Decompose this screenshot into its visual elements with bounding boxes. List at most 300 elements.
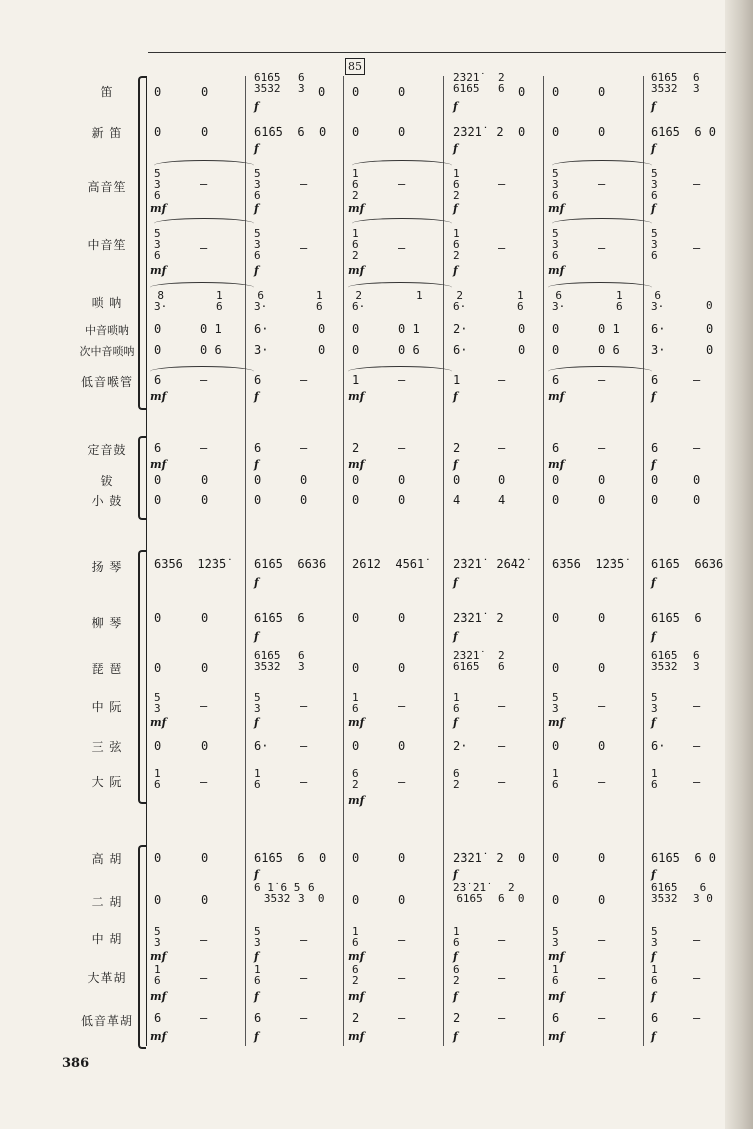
label-diyin-houguan: 低音喉管 <box>80 375 133 389</box>
dynamic: f <box>453 390 458 403</box>
label-gaoyin-sheng: 高音笙 <box>87 180 127 194</box>
note: – <box>498 177 506 191</box>
dynamic: mf <box>348 264 365 277</box>
note: 0 <box>318 322 326 336</box>
note: 6̇1̇6̇5 6 0 <box>254 851 327 865</box>
book-spine <box>725 0 753 1129</box>
dynamic: mf <box>150 716 167 729</box>
note: 5 3 <box>254 925 261 949</box>
note: 1 6 <box>651 767 658 791</box>
note: – <box>498 441 506 455</box>
note: – <box>200 177 208 191</box>
note: 0 <box>598 125 606 139</box>
dynamic: mf <box>150 1030 167 1043</box>
note: 0 1 <box>598 322 620 336</box>
note: – <box>598 373 606 387</box>
note: 0 1 <box>398 322 420 336</box>
note: 1 6 <box>352 691 359 715</box>
note: 1 6 <box>453 925 460 949</box>
note: 8 3· <box>154 289 168 313</box>
note: 0 <box>352 322 360 336</box>
note: 2· <box>453 322 468 336</box>
label-suona: 唢 呐 <box>91 296 123 310</box>
note: 6̇1̇6̇5 3532 <box>651 881 678 905</box>
note: – <box>300 775 308 789</box>
note: 5 3 <box>552 925 559 949</box>
note: – <box>398 177 406 191</box>
note: 2̇3̇2̇1̇ 2 0 <box>453 125 526 139</box>
note: – <box>498 971 506 985</box>
note: 0 <box>201 893 209 907</box>
note: 6· <box>254 739 269 753</box>
note: – <box>498 1011 506 1025</box>
dynamic: f <box>453 868 458 881</box>
note: 6 2 <box>352 963 359 987</box>
note: – <box>398 971 406 985</box>
note: – <box>398 241 406 255</box>
note: 6 <box>154 373 162 387</box>
dynamic: f <box>453 202 458 215</box>
note: 0 <box>598 493 606 507</box>
note: 0 <box>352 125 360 139</box>
note: 1 6 2 <box>453 167 460 202</box>
dynamic: f <box>254 390 259 403</box>
label-gaohu: 高 胡 <box>91 852 123 866</box>
dynamic: f <box>254 576 259 589</box>
note: 1 6 <box>316 289 323 313</box>
dynamic: f <box>453 716 458 729</box>
label-cizhong-suona: 次中音唢呐 <box>79 345 135 358</box>
dynamic: mf <box>150 390 167 403</box>
note: 6· <box>453 343 468 357</box>
note: 0 <box>651 493 659 507</box>
note: 6̇1̇6̇5 3532 <box>254 649 281 673</box>
note: 1 6 2 <box>352 227 359 262</box>
dynamic: f <box>453 264 458 277</box>
note: 0 <box>201 125 209 139</box>
note: 0 <box>552 893 560 907</box>
note: – <box>693 1011 701 1025</box>
note: 0 6 <box>598 343 620 357</box>
note: 6 3· <box>254 289 268 313</box>
note: 6 <box>254 373 262 387</box>
note: 2 6 <box>498 649 505 673</box>
note: 1 6 <box>651 963 658 987</box>
label-sanxian: 三 弦 <box>91 740 123 754</box>
note: 0 <box>706 299 713 312</box>
note: 0 <box>552 322 560 336</box>
note: 1 <box>352 373 360 387</box>
note: 1 6 <box>552 963 559 987</box>
note: 6· <box>254 322 269 336</box>
note: 6· <box>651 739 666 753</box>
note: – <box>693 441 701 455</box>
note: 5 3 <box>552 691 559 715</box>
note: – <box>598 177 606 191</box>
label-liuqin: 柳 琴 <box>91 616 123 630</box>
slur <box>352 160 452 171</box>
note: 5 3 6 <box>154 227 161 262</box>
note: 6̇1̇6̇5 3532 <box>254 71 281 95</box>
system-line <box>146 76 147 1046</box>
slur <box>352 218 452 229</box>
note: 0 <box>154 343 162 357</box>
note: 0 <box>598 473 606 487</box>
label-zhongyin-sheng: 中音笙 <box>87 238 127 252</box>
note: 6 <box>154 441 162 455</box>
note: – <box>598 971 606 985</box>
dynamic: f <box>254 264 259 277</box>
note: 0 <box>352 473 360 487</box>
note: 6̇1̇6̇5 6 0 <box>651 125 717 139</box>
note: 6̇1̇6̇5 6 <box>651 611 702 625</box>
note: 6 3 <box>693 649 700 673</box>
slur <box>154 218 254 229</box>
note: 0 <box>398 893 406 907</box>
note: 1 6 <box>254 963 261 987</box>
note: – <box>498 775 506 789</box>
note: 4 <box>453 493 461 507</box>
label-dagehu: 大革胡 <box>87 971 127 985</box>
dynamic: f <box>453 630 458 643</box>
note: 6 3 <box>693 71 700 95</box>
note: 6 3· <box>552 289 566 313</box>
dynamic: f <box>453 576 458 589</box>
note: – <box>693 373 701 387</box>
note: 0 <box>398 851 406 865</box>
note: 1 6 <box>352 925 359 949</box>
note: – <box>498 739 506 753</box>
note: 0 <box>154 493 162 507</box>
note: 0 <box>598 893 606 907</box>
dynamic: f <box>254 1030 259 1043</box>
note: – <box>598 241 606 255</box>
note: 1 6 <box>216 289 223 313</box>
note: 0 <box>552 85 560 99</box>
note: 1 6 <box>154 767 161 791</box>
note: 0 <box>706 343 714 357</box>
label-zhong-suona: 中音唢呐 <box>85 324 129 337</box>
note: 5 3 6 <box>254 167 261 202</box>
note: 6 <box>254 1011 262 1025</box>
note: 6̇1̇6̇5 6 0 <box>254 125 327 139</box>
note: 0 <box>706 322 714 336</box>
dynamic: f <box>254 100 259 113</box>
note: 0 <box>300 473 308 487</box>
note: – <box>693 177 701 191</box>
dynamic: f <box>453 950 458 963</box>
note: 0 <box>453 473 461 487</box>
note: 0 <box>552 851 560 865</box>
dynamic: mf <box>348 202 365 215</box>
dynamic: mf <box>348 990 365 1003</box>
note: 0 <box>352 493 360 507</box>
note: 0 <box>154 611 162 625</box>
note: 6 2 <box>352 767 359 791</box>
note: 4 <box>498 493 506 507</box>
note: – <box>200 775 208 789</box>
note: – <box>693 775 701 789</box>
note: – <box>598 775 606 789</box>
note: 1 <box>416 289 423 302</box>
note: – <box>598 933 606 947</box>
note: – <box>598 441 606 455</box>
dynamic: mf <box>150 202 167 215</box>
note: 0 <box>254 473 262 487</box>
note: 5 3 6 <box>254 227 261 262</box>
dynamic: mf <box>150 990 167 1003</box>
note: 0 <box>398 473 406 487</box>
rehearsal-mark: 85 <box>345 58 365 75</box>
barline-2 <box>343 76 344 1046</box>
dynamic: f <box>651 990 656 1003</box>
dynamic: mf <box>548 264 565 277</box>
note: – <box>300 177 308 191</box>
note: 0 <box>154 851 162 865</box>
dynamic: f <box>254 716 259 729</box>
note: 0 <box>518 322 526 336</box>
note: 6 <box>254 441 262 455</box>
note: 0 <box>352 739 360 753</box>
note: – <box>300 699 308 713</box>
note: 1 6 <box>453 691 460 715</box>
note: 2 <box>453 441 461 455</box>
note: – <box>693 241 701 255</box>
note: – <box>398 699 406 713</box>
note: 5 3 <box>254 691 261 715</box>
note: 1 6 <box>616 289 623 313</box>
dynamic: f <box>453 142 458 155</box>
note: 0 <box>201 851 209 865</box>
note: 6̇1̇6̇5 6 <box>254 611 305 625</box>
note: – <box>598 699 606 713</box>
note: 2̇3̇2̇1̇ 6165 <box>453 71 480 95</box>
label-bo: 钹 <box>100 474 114 488</box>
note: – <box>300 971 308 985</box>
note: – <box>200 1011 208 1025</box>
note: – <box>693 699 701 713</box>
note: 2 <box>352 1011 360 1025</box>
note: 5 3 <box>651 691 658 715</box>
label-zhongruan: 中 阮 <box>91 700 123 714</box>
dynamic: f <box>651 100 656 113</box>
note: 3· <box>254 343 269 357</box>
note: – <box>398 441 406 455</box>
note: 0 <box>552 473 560 487</box>
label-dingyin-gu: 定音鼓 <box>87 443 127 457</box>
note: 1 6 <box>552 767 559 791</box>
note: 2̇3̇2̇1̇ 2̇6̇4̇2̇ <box>453 557 526 571</box>
note: 6 <box>651 441 659 455</box>
dynamic: mf <box>548 390 565 403</box>
note: 5 3 6 <box>651 167 658 202</box>
note: 0 <box>154 739 162 753</box>
note: 0 <box>552 661 560 675</box>
note: 6̇1̇6̇5 6636 <box>651 557 724 571</box>
dynamic: f <box>453 100 458 113</box>
note: 0 <box>398 125 406 139</box>
dynamic: mf <box>348 1030 365 1043</box>
note: 5 3 6 <box>154 167 161 202</box>
note: 5 3 6 <box>552 167 559 202</box>
note: 0 <box>398 493 406 507</box>
dynamic: mf <box>548 202 565 215</box>
note: 0 <box>693 493 701 507</box>
note: 1 6 <box>154 963 161 987</box>
note: 0 <box>154 661 162 675</box>
note: – <box>693 933 701 947</box>
note: – <box>200 971 208 985</box>
dynamic: mf <box>548 716 565 729</box>
note: 6356 1̇2̇3̇5̇ <box>552 557 625 571</box>
note: 0 1 <box>200 322 222 336</box>
dynamic: mf <box>150 458 167 471</box>
dynamic: f <box>254 142 259 155</box>
note: 6 <box>154 1011 162 1025</box>
note: 2̇3̇ 2̇1̇ 6165 <box>453 881 487 905</box>
note: 6̇1̇6̇5 6 0 <box>651 851 717 865</box>
note: 0 <box>254 493 262 507</box>
dynamic: f <box>453 458 458 471</box>
note: 6· <box>651 322 666 336</box>
dynamic: f <box>651 390 656 403</box>
dynamic: mf <box>548 1030 565 1043</box>
dynamic: mf <box>348 794 365 807</box>
note: 6 3· <box>651 289 665 313</box>
note: 2 6· <box>352 289 366 313</box>
note: 6̇1̇6̇5 3532 <box>651 649 678 673</box>
note: 2̇3̇2̇1̇ 2 <box>453 611 504 625</box>
note: 0 <box>154 125 162 139</box>
note: – <box>300 739 308 753</box>
dynamic: f <box>651 142 656 155</box>
note: 0 <box>201 661 209 675</box>
note: 2 <box>352 441 360 455</box>
label-yangqin: 扬 琴 <box>91 560 123 574</box>
note: 0 <box>352 611 360 625</box>
dynamic: f <box>651 202 656 215</box>
note: 6 3 0 <box>298 881 325 905</box>
dynamic: f <box>651 868 656 881</box>
note: 6 <box>552 1011 560 1025</box>
note: 2 6 0 <box>498 881 525 905</box>
note: 0 <box>693 473 701 487</box>
dynamic: mf <box>348 390 365 403</box>
system-top-line <box>148 52 726 53</box>
dynamic: f <box>651 950 656 963</box>
note: 0 <box>598 851 606 865</box>
note: 0 <box>552 611 560 625</box>
note: 0 <box>598 739 606 753</box>
note: – <box>498 373 506 387</box>
note: 0 <box>651 473 659 487</box>
note: 0 <box>552 125 560 139</box>
note: 6 1̇ 6 5 3532 <box>254 881 301 905</box>
label-di: 笛 <box>100 85 114 99</box>
note: 0 <box>598 661 606 675</box>
note: 0 <box>154 85 162 99</box>
note: – <box>300 933 308 947</box>
note: 0 <box>201 473 209 487</box>
label-xin-di: 新 笛 <box>91 126 123 140</box>
note: 1 6 <box>517 289 524 313</box>
note: 0 <box>598 611 606 625</box>
note: 0 <box>201 85 209 99</box>
note: – <box>693 971 701 985</box>
note: 0 <box>154 893 162 907</box>
dynamic: f <box>254 630 259 643</box>
note: 0 <box>318 343 326 357</box>
note: 2̇3̇2̇1̇ 2 0 <box>453 851 526 865</box>
note: – <box>300 241 308 255</box>
note: 0 <box>398 85 406 99</box>
dynamic: f <box>254 458 259 471</box>
note: – <box>598 1011 606 1025</box>
note: 0 <box>201 611 209 625</box>
note: – <box>398 373 406 387</box>
note: 6̇1̇6̇5 3532 <box>651 71 678 95</box>
note: 0 <box>352 85 360 99</box>
note: – <box>300 441 308 455</box>
note: – <box>498 933 506 947</box>
note: 1 <box>453 373 461 387</box>
note: 2612 4561̇ <box>352 557 425 571</box>
note: 6 2 <box>453 767 460 791</box>
note: 2 6 <box>498 71 505 95</box>
note: 5 3 6 <box>651 227 658 262</box>
note: – <box>300 373 308 387</box>
note: 6 <box>651 1011 659 1025</box>
note: 0 <box>352 343 360 357</box>
page-number: 386 <box>62 1056 90 1071</box>
note: 6 3 0 <box>693 881 713 905</box>
note: 6 3 <box>298 71 305 95</box>
note: 0 <box>552 493 560 507</box>
note: 6̇1̇6̇5 6636 <box>254 557 327 571</box>
note: – <box>693 739 701 753</box>
note: 0 <box>201 493 209 507</box>
dynamic: f <box>651 576 656 589</box>
label-zhonghu: 中 胡 <box>91 932 123 946</box>
note: 5 3 <box>154 925 161 949</box>
dynamic: mf <box>548 458 565 471</box>
note: – <box>498 241 506 255</box>
label-xiao-gu: 小 鼓 <box>91 494 123 508</box>
note: 0 <box>552 739 560 753</box>
note: 6 2 <box>453 963 460 987</box>
barline-4 <box>543 76 544 1046</box>
note: 0 <box>352 893 360 907</box>
dynamic: f <box>651 716 656 729</box>
note: 2· <box>453 739 468 753</box>
note: 0 <box>598 85 606 99</box>
plucked-brace <box>138 550 146 804</box>
note: 6 <box>552 373 560 387</box>
note: – <box>200 933 208 947</box>
dynamic: f <box>453 990 458 1003</box>
note: – <box>300 1011 308 1025</box>
note: 0 <box>398 661 406 675</box>
label-daruan: 大 阮 <box>91 775 123 789</box>
dynamic: f <box>254 868 259 881</box>
dynamic: mf <box>348 458 365 471</box>
note: 2̇3̇2̇1̇ 6165 <box>453 649 480 673</box>
slur <box>552 160 652 171</box>
note: 5 3 <box>154 691 161 715</box>
dynamic: f <box>651 1030 656 1043</box>
note: 5 3 6 <box>552 227 559 262</box>
note: 0 <box>398 739 406 753</box>
